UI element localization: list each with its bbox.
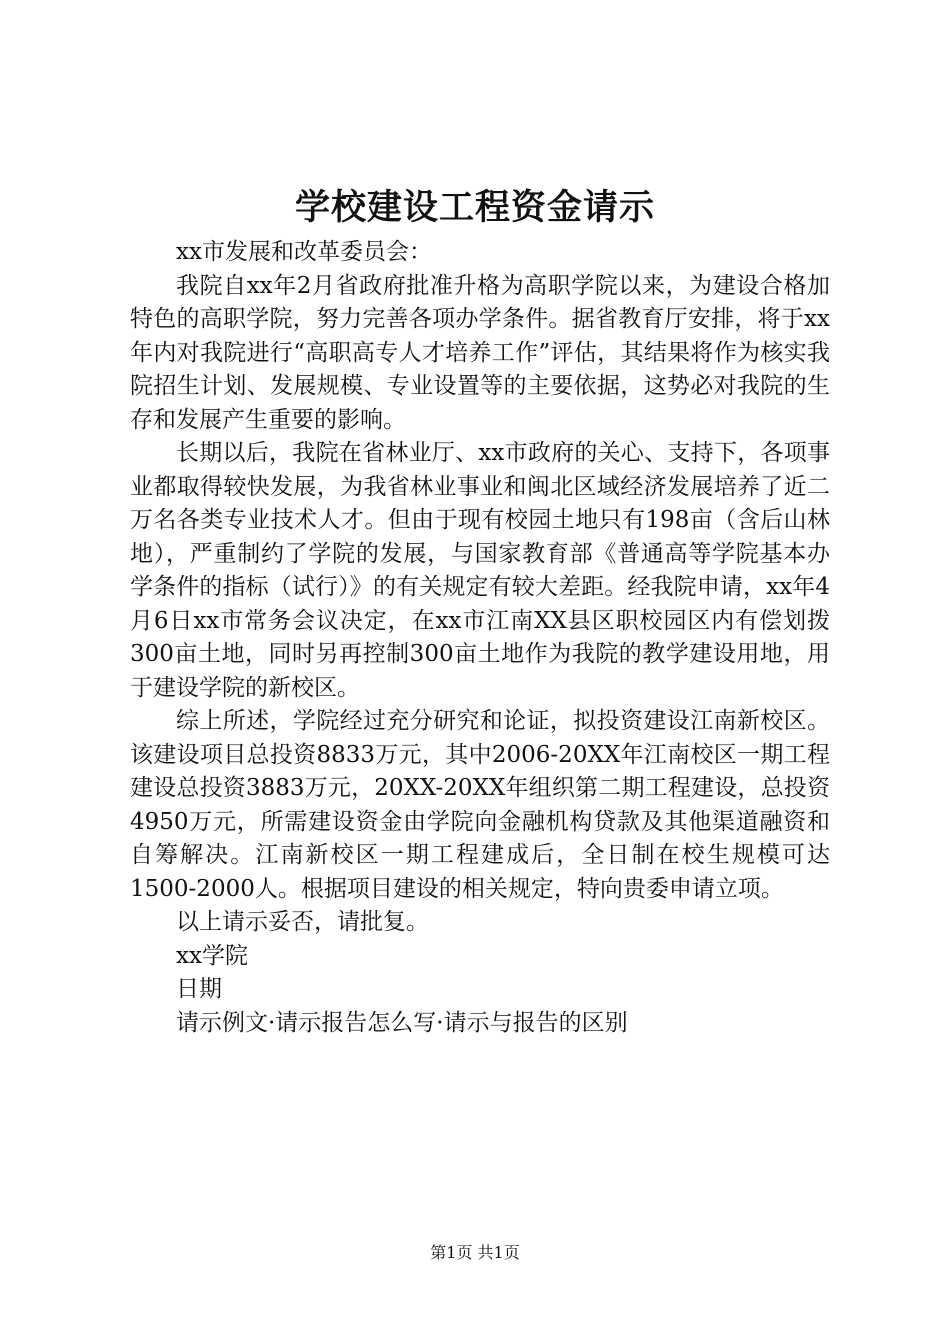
document-title: 学校建设工程资金请示 bbox=[294, 187, 655, 228]
date-line: 日期 bbox=[176, 976, 222, 1002]
salutation: xx市发展和改革委员会： bbox=[176, 239, 432, 265]
closing-line: 以上请示妥否，请批复。 bbox=[176, 909, 429, 935]
page-footer: 第1页 共1页 bbox=[430, 1243, 520, 1262]
signer: xx学院 bbox=[176, 942, 248, 969]
document-body bbox=[130, 236, 830, 1040]
related-links: 请示例文·请示报告怎么写·请示与报告的区别 bbox=[176, 1009, 628, 1036]
paragraph-3: 综上所述，学院经过充分研究和论证，拟投资建设江南新校区。该建设项目总投资8833万元，其中2006-20XX年江南校区一期工程建设总投资3883万元，20XX-20XX年组织第二期工程建设，总投资4950万元，所需建设资金由学院向金融机构贷款及其他渠道融资和自筹解决。江南新校区一期工程建成后，全日制在校生规模可达1500-2000人。根据项目建设的相关规定，特向贵委申请立项。 bbox=[130, 708, 830, 902]
paragraph-1: 我院自xx年2月省政府批准升格为高职学院以来，为建设合格加特色的高职学院，努力完善各项办学条件。据省教育厅安排，将于xx年内对我院进行“高职高专人才培养工作”评估，其结果将作为核实我院招生计划、发展规模、专业设置等的主要依据，这势必对我院的生存和发展产生重要的影响。 bbox=[130, 272, 830, 433]
paragraph-2: 长期以后，我院在省林业厅、xx市政府的关心、支持下，各项事业都取得较快发展，为我省林业事业和闽北区域经济发展培养了近二万名各类专业技术人才。但由于现有校园土地只有198亩（含后山林地），严重制约了学院的发展，与国家教育部《普通高等学院基本办学条件的指标（试行）》的有关规定有较大差距。经我院申请，xx年4月6日xx市常务会议决定，在xx市江南XX县区职校园区内有偿划拨300亩土地，同时另再控制300亩土地作为我院的教学建设用地，用于建设学院的新校区。 bbox=[130, 440, 830, 701]
